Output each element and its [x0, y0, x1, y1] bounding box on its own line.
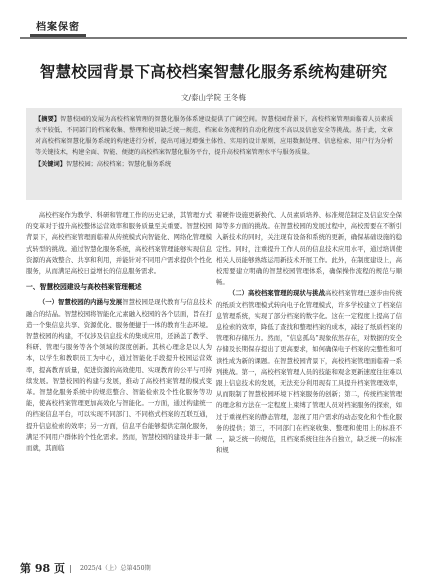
subsection-paragraph-2	[216, 288, 402, 456]
subsection-text-1: 智慧校园是现代教育与信息技术融合的结晶。智慧校园将智能化元素融入校园的各个层面，旨在打造一个集信息共享、资源优化、服务便捷于一体的教育生态环境。智慧校园的构建，不仅涉及信息技术的集成应用，还涵盖了教学、科研、管理与服务等各个领域的深度创新。其核心理念是以人为本，以学生和教职员工为中心，通过智能化手段提升校园运营效率，提高教育质量，促进资源的高效使用、实现教育的公平与可持续发展。智慧校园的构建与发展，推动了高校档案管理的模式变革。智慧化服务系统中的规范整合、智能检索及个性化服务等功能，使高校档案管理更加高效化与智能化。一方面，通过构建统一的档案信息平台，可以实现不同部门、不同格式档案的互联互通，提升信息检索的效率；另一方面，信息平台能够提供定制化服务，满足不同用户群体的个性化需求。然而，智慧校园的建设并非一蹴而就，其面临	[26, 298, 212, 453]
keywords-text: 智慧校园；高校档案；智慧化服务系统	[65, 161, 172, 168]
issue-info: 2025/4（上）总第450期	[80, 565, 151, 572]
article-title: 智慧校园背景下高校档案智慧化服务系统构建研究	[39, 62, 388, 81]
abstract-paragraph	[35, 114, 393, 158]
keywords-line	[35, 159, 393, 170]
intro-paragraph: 高校档案作为教学、科研和管理工作的历史记录，其管理方式的变革对于提升高校整体运营效率和服务质量至关重要。智慧校园背景下，高校档案管理面临着从传统模式向智能化、网络化管理模式转型的挑战。通过智慧化服务系统，高校档案管理能够实现信息资源的高效整合、共享和利用，并能针对不同用户需求提供个性化服务，从而满足高校日益增长的信息服务需求。	[26, 211, 212, 276]
subsection-paragraph-1	[26, 297, 212, 454]
abstract-text: 智慧校园的发展为高校档案管理的智慧化服务体系建设提供了广阔空间。智慧校园背景下，高校档案管理面临着人员素质水平较低、不同部门的档案收集、整理和使用缺乏统一规范、档案业务流程的自动化程度不高以及信息安全等挑战。基于此，文章对高校档案智慧化服务系统的构建进行分析，提出可通过增强主体性、实用的设计原则，应用数据处理、信息检索、用户行为分析等关键技术，构建全面、智能、便捷的高校档案智慧化服务平台，提升高校档案管理水平与服务质量。	[35, 116, 394, 156]
continued-paragraph: 着硬件设施更新换代、人员素质培养、标准规范制定及信息安全保障等多方面的挑战。在智慧校园的发展过程中，高校需要在不断引入新技术的同时，关注现有设备和系统的更新，确保基础设施的稳定性。同时，注重提升工作人员的信息技术应用水平，通过培训使相关人员能够熟练运用新技术开展工作。此外，在制度建设上，高校需要建立明确的智慧校园管理体系，确保操作流程的规范与顺畅。	[216, 211, 402, 287]
article-byline: 文/泰山学院 王冬梅	[181, 93, 246, 102]
header-rule	[20, 37, 407, 39]
footer-divider	[70, 565, 71, 573]
section-heading-1: 一、智慧校园建设与高校档案管理概述	[26, 283, 142, 292]
page-header	[20, 12, 407, 38]
subsection-heading-1: （一）智慧校园的内涵与发展	[38, 298, 123, 307]
page-number: 第 98 页	[20, 562, 65, 575]
subsection-text-2: 高校档案管理已逐步由传统的纸质文档管理模式转向电子化管理模式，许多学校建立了档案信息管理系统，实现了部分档案的数字化。这在一定程度上提高了信息检索的效率，降低了查找和整理档案的成本，减轻了纸质档案的管理和存储压力。然而，“信息孤岛”现象依然存在，对数据的安全存储及长期保存提出了更高要求，如何确保电子档案的完整性和可读性成为新的课题。在智慧校园背景下，高校档案管理面临着一系列挑战。第一，高校档案管理人员的技能和观念更新速度往往难以跟上信息技术的发展，无法充分利用现有工具提升档案管理效率，从而限制了智慧校园环境下档案服务的创新；第二，传统档案管理的理念和方法在一定程度上束缚了管理人员对档案服务的探索，如过于重视档案的静态管理，忽视了用户需求的动态变化和个性化服务的提供；第三，不同部门在档案收集、整理和使用上的标准不一，缺乏统一的规范，且档案系统往往各自独立，缺乏统一的标准和规	[216, 289, 403, 455]
left-column	[26, 210, 212, 454]
keywords-label: 【关键词】	[35, 161, 66, 168]
abstract-box	[26, 108, 402, 200]
right-column	[216, 210, 402, 456]
section-tag: 档案保密	[36, 22, 80, 33]
page-footer	[20, 560, 407, 576]
abstract-label: 【摘要】	[35, 116, 61, 123]
subsection-heading-2: （二）高校档案管理的现状与挑战	[228, 289, 326, 298]
